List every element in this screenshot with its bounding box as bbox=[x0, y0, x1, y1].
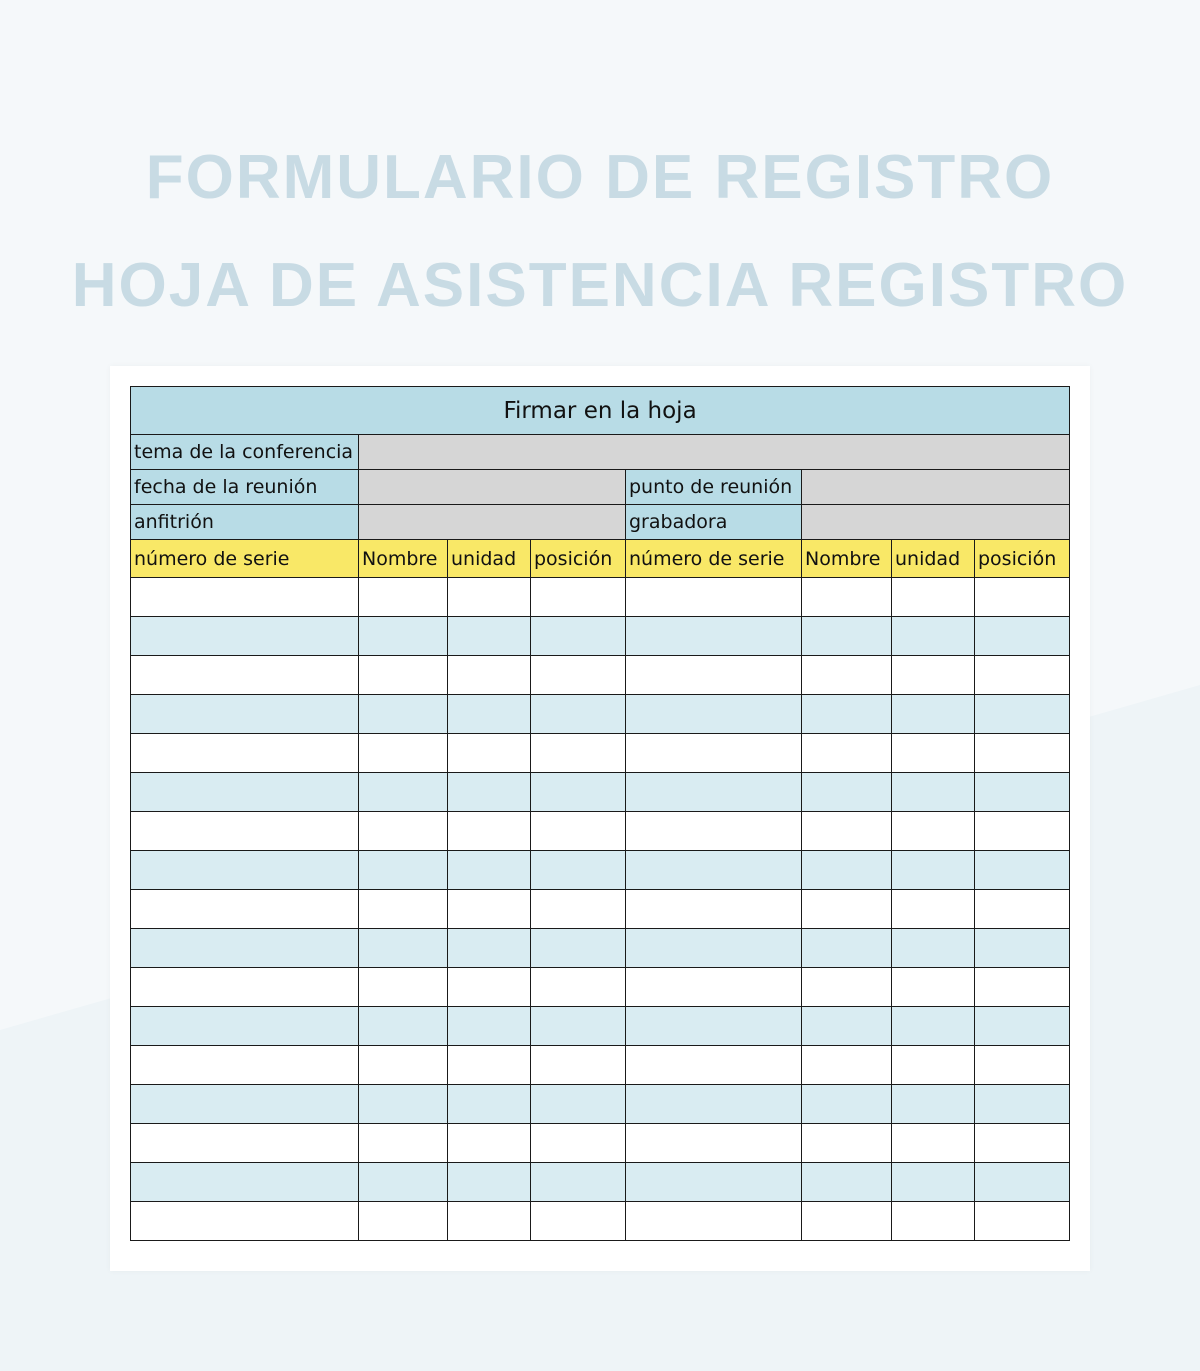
table-cell[interactable] bbox=[975, 617, 1070, 656]
table-row bbox=[131, 1124, 1070, 1163]
table-cell[interactable] bbox=[975, 1163, 1070, 1202]
table-cell[interactable] bbox=[131, 1046, 359, 1085]
table-cell[interactable] bbox=[802, 1085, 892, 1124]
table-cell[interactable] bbox=[892, 578, 975, 617]
table-cell[interactable] bbox=[802, 929, 892, 968]
table-cell[interactable] bbox=[626, 1085, 802, 1124]
table-cell[interactable] bbox=[626, 773, 802, 812]
table-cell[interactable] bbox=[448, 1085, 531, 1124]
column-header-unit: unidad bbox=[892, 540, 975, 578]
table-cell[interactable] bbox=[626, 1046, 802, 1085]
table-cell[interactable] bbox=[802, 734, 892, 773]
table-cell[interactable] bbox=[802, 773, 892, 812]
table-cell[interactable] bbox=[802, 890, 892, 929]
table-cell[interactable] bbox=[448, 1163, 531, 1202]
table-cell[interactable] bbox=[359, 1163, 448, 1202]
table-cell[interactable] bbox=[531, 1085, 626, 1124]
table-cell[interactable] bbox=[531, 890, 626, 929]
table-row bbox=[131, 812, 1070, 851]
table-cell[interactable] bbox=[448, 1124, 531, 1163]
table-cell[interactable] bbox=[975, 578, 1070, 617]
table-cell[interactable] bbox=[359, 1124, 448, 1163]
topic-field[interactable] bbox=[359, 435, 1070, 470]
table-cell[interactable] bbox=[448, 1202, 531, 1241]
table-cell[interactable] bbox=[131, 851, 359, 890]
table-cell[interactable] bbox=[359, 1202, 448, 1241]
table-cell[interactable] bbox=[448, 656, 531, 695]
table-cell[interactable] bbox=[975, 773, 1070, 812]
table-cell[interactable] bbox=[892, 773, 975, 812]
table-cell[interactable] bbox=[626, 656, 802, 695]
table-cell[interactable] bbox=[626, 851, 802, 890]
table-cell[interactable] bbox=[975, 1202, 1070, 1241]
table-cell[interactable] bbox=[531, 968, 626, 1007]
table-cell[interactable] bbox=[131, 1202, 359, 1241]
table-cell[interactable] bbox=[802, 695, 892, 734]
table-cell[interactable] bbox=[448, 968, 531, 1007]
table-cell[interactable] bbox=[975, 968, 1070, 1007]
table-cell[interactable] bbox=[531, 929, 626, 968]
column-header-unit: unidad bbox=[448, 540, 531, 578]
table-cell[interactable] bbox=[802, 1046, 892, 1085]
table-cell[interactable] bbox=[448, 695, 531, 734]
table-cell[interactable] bbox=[531, 1007, 626, 1046]
table-row bbox=[131, 734, 1070, 773]
column-header-position: posición bbox=[531, 540, 626, 578]
table-cell[interactable] bbox=[448, 578, 531, 617]
table-cell[interactable] bbox=[975, 812, 1070, 851]
table-cell[interactable] bbox=[531, 617, 626, 656]
table-cell[interactable] bbox=[131, 1163, 359, 1202]
table-cell[interactable] bbox=[626, 734, 802, 773]
table-cell[interactable] bbox=[131, 1007, 359, 1046]
recorder-field[interactable] bbox=[802, 505, 1070, 540]
table-cell[interactable] bbox=[359, 890, 448, 929]
column-header-row bbox=[131, 540, 1070, 578]
table-cell[interactable] bbox=[802, 578, 892, 617]
table-cell[interactable] bbox=[359, 773, 448, 812]
table-cell[interactable] bbox=[802, 1202, 892, 1241]
table-cell[interactable] bbox=[131, 734, 359, 773]
table-cell[interactable] bbox=[448, 851, 531, 890]
table-cell[interactable] bbox=[531, 1163, 626, 1202]
table-row bbox=[131, 1007, 1070, 1046]
table-cell[interactable] bbox=[802, 1007, 892, 1046]
attendance-sheet bbox=[110, 366, 1090, 1271]
table-row bbox=[131, 656, 1070, 695]
column-header-position: posición bbox=[975, 540, 1070, 578]
table-cell[interactable] bbox=[531, 773, 626, 812]
table-cell[interactable] bbox=[131, 968, 359, 1007]
table-cell[interactable] bbox=[626, 929, 802, 968]
table-cell[interactable] bbox=[892, 1085, 975, 1124]
table-cell[interactable] bbox=[448, 773, 531, 812]
table-cell[interactable] bbox=[131, 578, 359, 617]
table-cell[interactable] bbox=[448, 617, 531, 656]
table-cell[interactable] bbox=[626, 1163, 802, 1202]
table-cell[interactable] bbox=[892, 1163, 975, 1202]
table-cell[interactable] bbox=[531, 695, 626, 734]
place-label: punto de reunión bbox=[626, 470, 802, 505]
table-cell[interactable] bbox=[131, 929, 359, 968]
table-cell[interactable] bbox=[131, 1085, 359, 1124]
table-cell[interactable] bbox=[626, 968, 802, 1007]
table-row bbox=[131, 695, 1070, 734]
table-cell[interactable] bbox=[802, 812, 892, 851]
table-cell[interactable] bbox=[802, 1163, 892, 1202]
table-row bbox=[131, 1163, 1070, 1202]
table-cell[interactable] bbox=[892, 890, 975, 929]
table-cell[interactable] bbox=[626, 812, 802, 851]
table-cell[interactable] bbox=[802, 617, 892, 656]
table-cell[interactable] bbox=[626, 1124, 802, 1163]
table-cell[interactable] bbox=[359, 851, 448, 890]
table-cell[interactable] bbox=[892, 812, 975, 851]
table-cell[interactable] bbox=[802, 851, 892, 890]
table-cell[interactable] bbox=[131, 617, 359, 656]
table-cell[interactable] bbox=[359, 968, 448, 1007]
table-cell[interactable] bbox=[531, 656, 626, 695]
table-cell[interactable] bbox=[131, 695, 359, 734]
table-cell[interactable] bbox=[448, 734, 531, 773]
table-cell[interactable] bbox=[131, 812, 359, 851]
date-label: fecha de la reunión bbox=[131, 470, 359, 505]
table-row bbox=[131, 617, 1070, 656]
table-cell[interactable] bbox=[448, 929, 531, 968]
table-cell[interactable] bbox=[975, 1007, 1070, 1046]
table-cell[interactable] bbox=[359, 1007, 448, 1046]
table-cell[interactable] bbox=[131, 773, 359, 812]
sheet-heading: Firmar en la hoja bbox=[131, 387, 1070, 435]
table-cell[interactable] bbox=[975, 890, 1070, 929]
table-cell[interactable] bbox=[892, 851, 975, 890]
host-label: anfitrión bbox=[131, 505, 359, 540]
column-header-serial: número de serie bbox=[626, 540, 802, 578]
table-cell[interactable] bbox=[448, 812, 531, 851]
table-cell[interactable] bbox=[531, 1202, 626, 1241]
table-cell[interactable] bbox=[531, 812, 626, 851]
page-title-line-2: HOJA DE ASISTENCIA REGISTRO bbox=[71, 251, 1129, 320]
table-cell[interactable] bbox=[975, 1046, 1070, 1085]
table-cell[interactable] bbox=[975, 929, 1070, 968]
recorder-label: grabadora bbox=[626, 505, 802, 540]
table-cell[interactable] bbox=[802, 1124, 892, 1163]
table-cell[interactable] bbox=[359, 929, 448, 968]
table-cell[interactable] bbox=[131, 656, 359, 695]
table-cell[interactable] bbox=[359, 656, 448, 695]
table-cell[interactable] bbox=[626, 1202, 802, 1241]
table-cell[interactable] bbox=[448, 890, 531, 929]
table-cell[interactable] bbox=[531, 851, 626, 890]
host-field[interactable] bbox=[359, 505, 626, 540]
table-cell[interactable] bbox=[892, 1124, 975, 1163]
table-cell[interactable] bbox=[131, 1124, 359, 1163]
table-cell[interactable] bbox=[802, 968, 892, 1007]
table-row bbox=[131, 851, 1070, 890]
table-cell[interactable] bbox=[626, 695, 802, 734]
table-cell[interactable] bbox=[892, 1202, 975, 1241]
table-cell[interactable] bbox=[359, 812, 448, 851]
table-cell[interactable] bbox=[359, 734, 448, 773]
table-cell[interactable] bbox=[802, 656, 892, 695]
table-cell[interactable] bbox=[131, 890, 359, 929]
table-cell[interactable] bbox=[892, 734, 975, 773]
table-cell[interactable] bbox=[892, 929, 975, 968]
column-header-name: Nombre bbox=[802, 540, 892, 578]
place-field[interactable] bbox=[802, 470, 1070, 505]
table-cell[interactable] bbox=[892, 968, 975, 1007]
table-cell[interactable] bbox=[448, 1046, 531, 1085]
table-cell[interactable] bbox=[359, 695, 448, 734]
table-row bbox=[131, 1202, 1070, 1241]
table-cell[interactable] bbox=[892, 1046, 975, 1085]
table-cell[interactable] bbox=[975, 1124, 1070, 1163]
column-header-serial: número de serie bbox=[131, 540, 359, 578]
table-row bbox=[131, 929, 1070, 968]
table-row bbox=[131, 1085, 1070, 1124]
table-cell[interactable] bbox=[531, 1046, 626, 1085]
date-field[interactable] bbox=[359, 470, 626, 505]
table-cell[interactable] bbox=[975, 734, 1070, 773]
table-cell[interactable] bbox=[892, 656, 975, 695]
table-cell[interactable] bbox=[626, 578, 802, 617]
table-cell[interactable] bbox=[531, 578, 626, 617]
table-row bbox=[131, 1046, 1070, 1085]
table-cell[interactable] bbox=[975, 656, 1070, 695]
table-row bbox=[131, 578, 1070, 617]
attendance-table bbox=[130, 386, 1070, 1241]
table-cell[interactable] bbox=[975, 851, 1070, 890]
table-cell[interactable] bbox=[359, 1085, 448, 1124]
table-cell[interactable] bbox=[892, 617, 975, 656]
table-cell[interactable] bbox=[626, 1007, 802, 1046]
table-cell[interactable] bbox=[531, 734, 626, 773]
table-cell[interactable] bbox=[626, 617, 802, 656]
table-cell[interactable] bbox=[892, 695, 975, 734]
table-cell[interactable] bbox=[359, 617, 448, 656]
table-cell[interactable] bbox=[531, 1124, 626, 1163]
table-row bbox=[131, 968, 1070, 1007]
table-cell[interactable] bbox=[975, 1085, 1070, 1124]
table-row bbox=[131, 890, 1070, 929]
table-cell[interactable] bbox=[359, 1046, 448, 1085]
table-cell[interactable] bbox=[359, 578, 448, 617]
table-row bbox=[131, 773, 1070, 812]
column-header-name: Nombre bbox=[359, 540, 448, 578]
table-cell[interactable] bbox=[448, 1007, 531, 1046]
table-cell[interactable] bbox=[892, 1007, 975, 1046]
topic-label: tema de la conferencia bbox=[131, 435, 359, 470]
table-cell[interactable] bbox=[975, 695, 1070, 734]
page-title-line-1: FORMULARIO DE REGISTRO bbox=[145, 143, 1055, 212]
table-cell[interactable] bbox=[626, 890, 802, 929]
